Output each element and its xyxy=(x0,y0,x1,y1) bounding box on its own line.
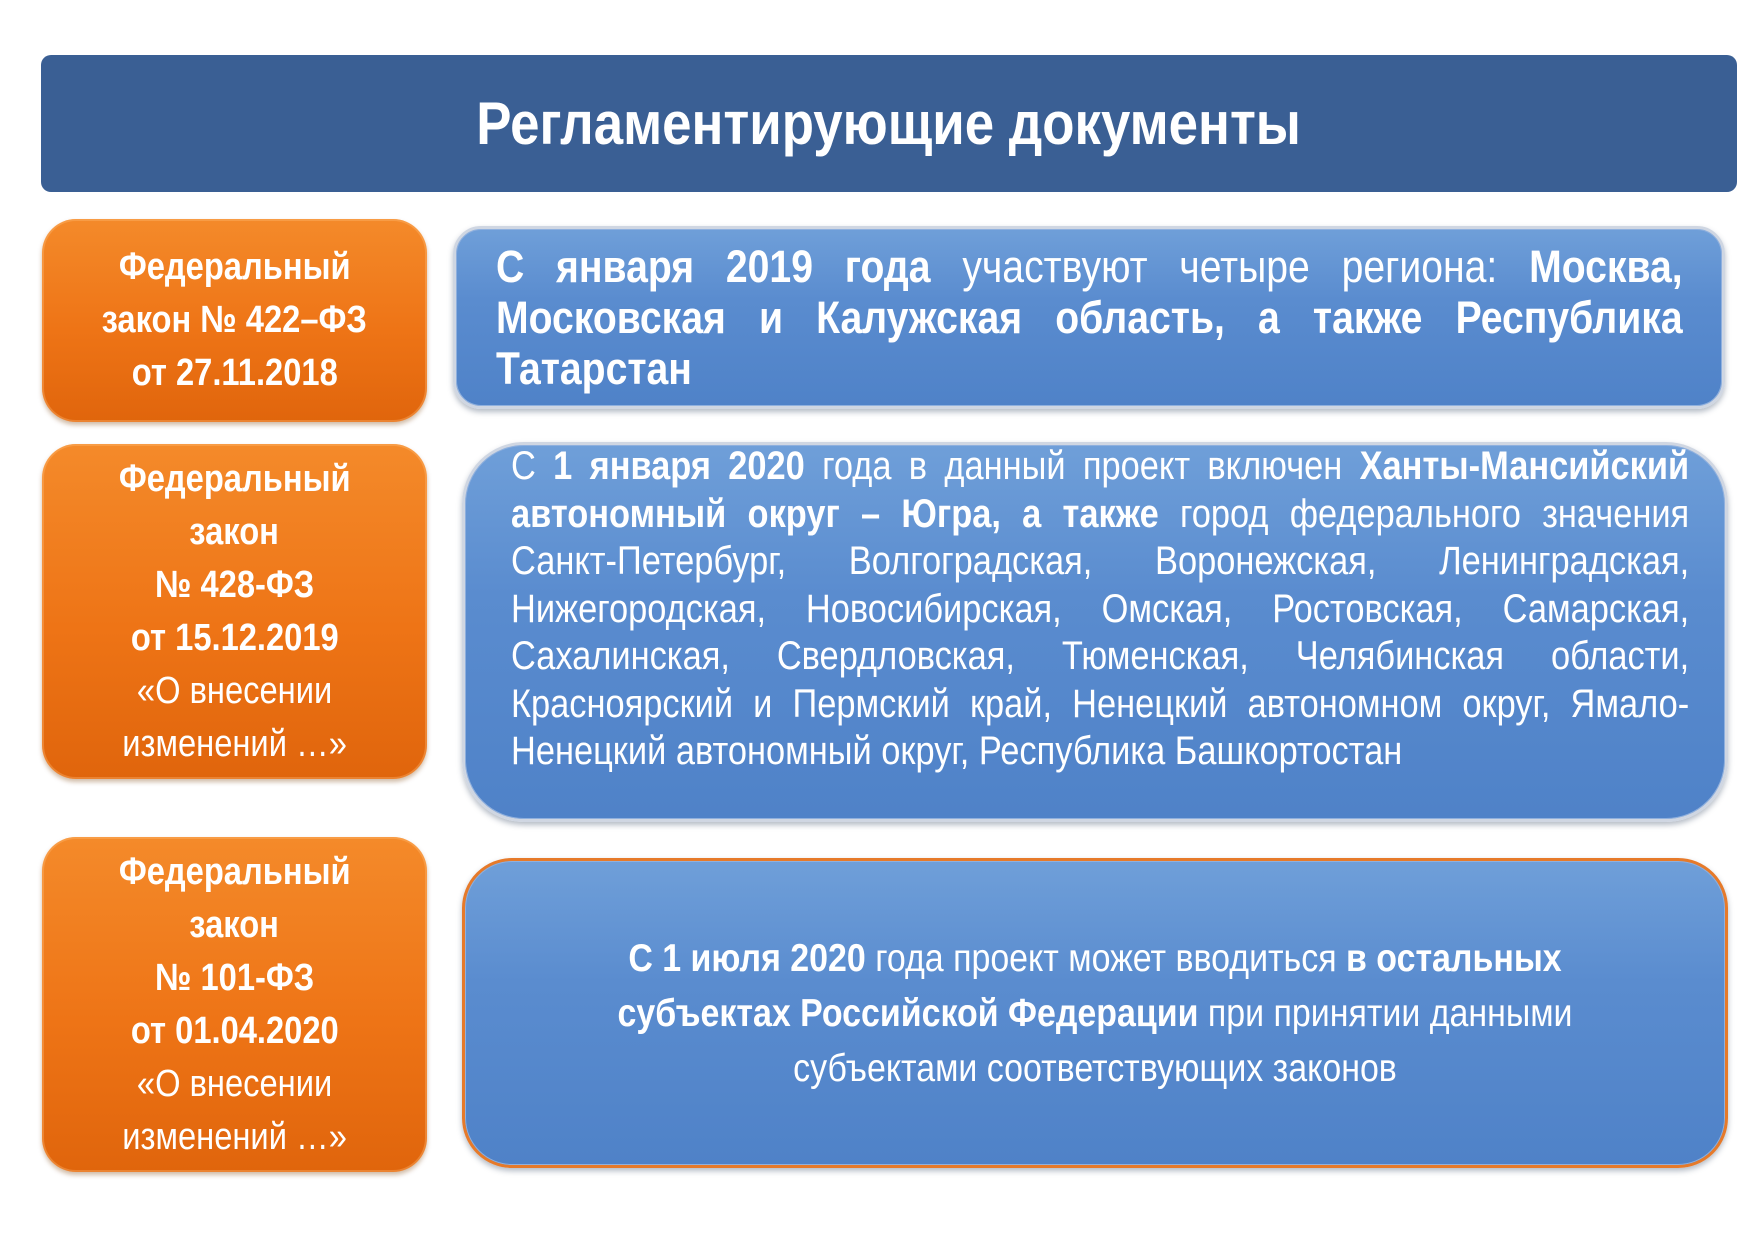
info-text-2020-jan xyxy=(511,443,1689,776)
info-bold: С 1 июля 2020 xyxy=(628,936,866,980)
info-text: года проект может вводиться xyxy=(865,936,1347,980)
info-bold: Ханты-Мансийский автономный округ – Югра, а также xyxy=(511,444,1690,536)
page-title: Регламентирующие документы xyxy=(476,90,1302,157)
law-line: Федеральный xyxy=(118,850,351,893)
page-title-bar xyxy=(41,55,1737,192)
info-bold: в остальных субъектах Российской Федерации xyxy=(617,936,1562,1035)
law-line: закон xyxy=(189,903,280,946)
law-line: № 428-ФЗ xyxy=(154,563,315,606)
law-line: закон xyxy=(189,510,280,553)
info-bold: Москва, Московская и Калужская область, а также Республика Татарстан xyxy=(496,241,1683,394)
law-line: № 101-ФЗ xyxy=(154,956,315,999)
info-box-2020-jul xyxy=(462,858,1728,1168)
info-text: город федерального значения Санкт-Петербург, Волгоградская, Воронежская, Ленинградская, Нижегородская, Новосибирская, Омская, Ростовская, Самарская, Сахалинская, Свердловская, Тюменская, Челябинская области, Красноярский и Пермский край, Ненецкий автономном округ, Ямало-Ненецкий автономный округ, Республика Башкортостан xyxy=(511,491,1690,773)
info-text-2020-jul xyxy=(599,931,1591,1096)
info-bold: 1 января 2020 xyxy=(553,444,805,488)
info-text: при принятии данными субъектами соответствующих законов xyxy=(793,991,1573,1090)
law-line: от 15.12.2019 xyxy=(130,616,339,659)
law-line: «О внесении xyxy=(136,669,333,712)
law-box-422 xyxy=(42,219,427,422)
info-text: года в данный проект включен xyxy=(804,444,1360,488)
law-line: от 27.11.2018 xyxy=(131,352,338,394)
law-line: «О внесении xyxy=(136,1062,333,1105)
info-text: участвуют четыре региона: xyxy=(930,241,1530,292)
info-text-2019 xyxy=(496,241,1683,394)
law-line: от 01.04.2020 xyxy=(130,1009,339,1052)
info-box-2019 xyxy=(453,226,1725,409)
law-line: изменений …» xyxy=(122,1115,347,1158)
law-box-428 xyxy=(42,444,427,779)
info-box-2020-jan xyxy=(462,442,1728,822)
law-line: закон № 422–ФЗ xyxy=(101,299,368,341)
law-line: Федеральный xyxy=(118,246,351,288)
law-line: Федеральный xyxy=(118,457,351,500)
info-bold: С января 2019 года xyxy=(496,241,931,292)
law-line: изменений …» xyxy=(122,722,347,765)
law-box-101 xyxy=(42,837,427,1172)
info-text: С xyxy=(511,444,554,488)
